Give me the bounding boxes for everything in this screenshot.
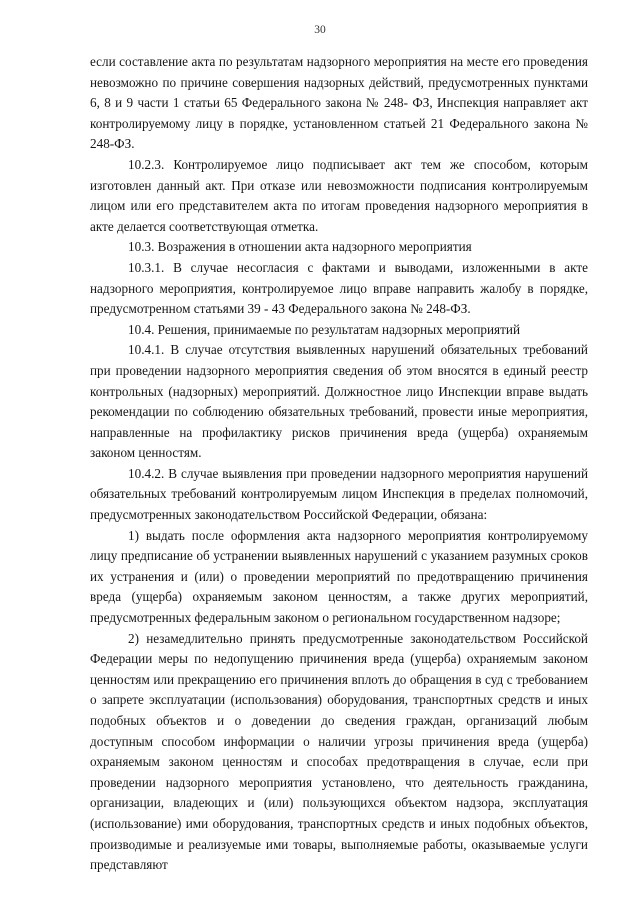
- paragraph: 1) выдать после оформления акта надзорного мероприятия контролируемому лицу предписание об устранении выявленных нарушений с указанием разумных сроков их устранения и (или) о проведении мероприятий по предотвращению причинения вреда (ущерба) охраняемым законом ценностям, а также других мероприятий, предусмотренных федеральным законом о региональном государственном надзоре;: [90, 527, 588, 626]
- paragraph: 10.2.3. Контролируемое лицо подписывает акт тем же способом, которым изготовлен данный акт. При отказе или невозможности подписания контролируемым лицом или его представителем акта по итогам проведения надзорного мероприятия в акте делается соответствующая отметка.: [90, 156, 588, 234]
- paragraph: 10.4.1. В случае отсутствия выявленных нарушений обязательных требований при проведении надзорного мероприятия сведения об этом вносятся в единый реестр контрольных (надзорных) мероприятий. Должностное лицо Инспекции вправе выдать рекомендации по соблюдению обязательных требований, провести иные мероприятия, направленные на профилактику рисков причинения вреда (ущерба) охраняемым законом ценностям.: [90, 342, 588, 461]
- paragraph: 10.3.1. В случае несогласия с фактами и выводами, изложенными в акте надзорного мероприятия, контролируемое лицо вправе направить жалобу в порядке, предусмотренном статьями 39 - 43 Федерального закона № 248-ФЗ.: [90, 259, 588, 317]
- paragraph: если составление акта по результатам надзорного мероприятия на месте его проведения невозможно по причине совершения надзорных действий, предусмотренных пунктами 6, 8 и 9 части 1 статьи 65 Федерального закона № 248- ФЗ, Инспекция направляет акт контролируемому лицу в порядке, установленном статьей 21 Федерального закона № 248-ФЗ.: [90, 54, 588, 152]
- paragraph: 10.3. Возражения в отношении акта надзорного мероприятия: [128, 239, 472, 255]
- paragraph: 2) незамедлительно принять предусмотренные законодательством Российской Федерации меры по недопущению причинения вреда (ущерба) охраняемым законом ценностям или прекращению его причинения вплоть до обращения в суд с требованием о запрете эксплуатации (использования) оборудования, транспортных средств и иных подобных объектов и о доведении до сведения граждан, организаций любым доступным способом информации о наличии угрозы причинения вреда (ущерба) охраняемым законом ценностям и способах предотвращения в случае, если при проведении надзорного мероприятия установлено, что деятельность гражданина, организации, владеющих и (или) пользующихся объектом надзора, эксплуатация (использование) ими оборудования, транспортных средств и иных подобных объектов, производимые и реализуемые ими товары, выполняемые работы, оказываемые услуги представляют: [90, 630, 588, 873]
- document-body: [90, 52, 588, 876]
- page-number: 30: [314, 24, 326, 36]
- paragraph: 10.4.2. В случае выявления при проведении надзорного мероприятия нарушений обязательных требований контролируемым лицом Инспекция в пределах полномочий, предусмотренных законодательством Российской Федерации, обязана:: [90, 465, 588, 523]
- paragraph: 10.4. Решения, принимаемые по результатам надзорных мероприятий: [128, 321, 521, 337]
